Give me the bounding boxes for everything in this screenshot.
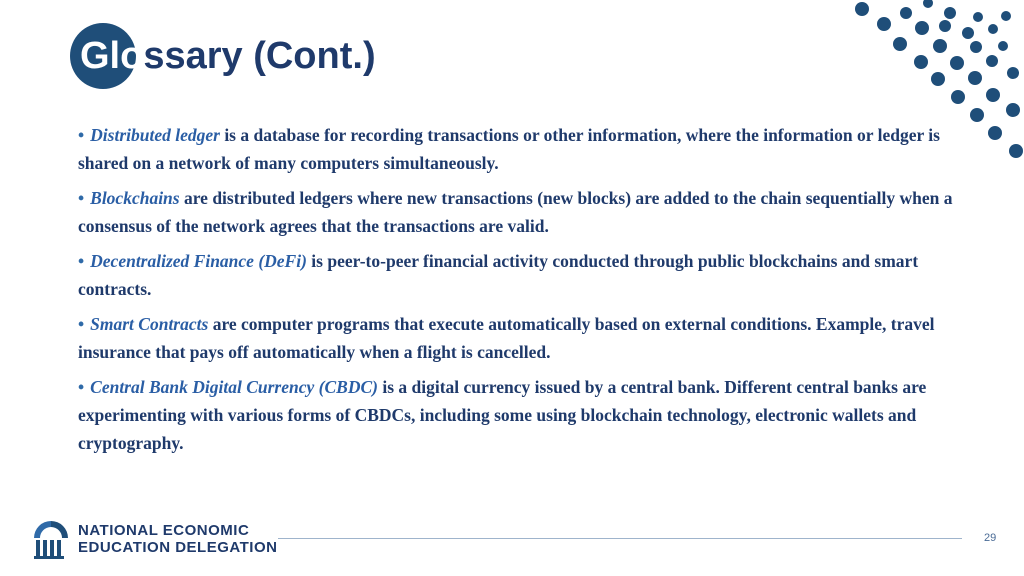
glossary-term: Central Bank Digital Currency (CBDC)	[90, 377, 378, 397]
glossary-definition: are computer programs that execute automatically based on external conditions. Example, travel insurance that pays off automatically when a flight is cancelled.	[78, 314, 935, 362]
glossary-definition: is a database for recording transactions or other information, where the information or ledger is shared on a network of many computers simultaneously.	[78, 125, 940, 173]
glossary-list	[78, 121, 958, 464]
bullet-icon: •	[78, 125, 85, 145]
bullet-icon: •	[78, 377, 85, 397]
glossary-item	[78, 184, 958, 240]
org-name-line2: EDUCATION DELEGATION	[78, 539, 278, 556]
glossary-term: Decentralized Finance (DeFi)	[90, 251, 307, 271]
glossary-definition: are distributed ledgers where new transactions (new blocks) are added to the chain sequentially when a consensus of the network agrees that the transactions are valid.	[78, 188, 953, 236]
glossary-term: Smart Contracts	[90, 314, 209, 334]
bullet-icon: •	[78, 314, 85, 334]
page-number: 29	[984, 532, 997, 544]
glossary-definition: is peer-to-peer financial activity conducted through public blockchains and smart contracts.	[78, 251, 919, 299]
footer-divider	[278, 538, 962, 539]
glossary-definition: is a digital currency issued by a central bank. Different central banks are experimenting with various forms of CBDCs, including some using blockchain technology, electronic wallets and cryptography.	[78, 377, 927, 453]
bullet-icon: •	[78, 188, 85, 208]
glossary-item	[78, 247, 958, 303]
org-name	[78, 522, 277, 556]
bullet-icon: •	[78, 251, 85, 271]
globe-columns-icon	[32, 519, 70, 559]
glossary-term: Blockchains	[90, 188, 180, 208]
glossary-term: Distributed ledger	[90, 125, 220, 145]
org-name-line1: NATIONAL ECONOMIC	[78, 522, 250, 539]
title-text	[80, 33, 376, 79]
title-rest: ssary (Cont.)	[143, 35, 376, 77]
title-prefix: Glo	[80, 35, 144, 77]
glossary-item	[78, 310, 958, 366]
glossary-item	[78, 373, 958, 457]
glossary-item	[78, 121, 958, 177]
